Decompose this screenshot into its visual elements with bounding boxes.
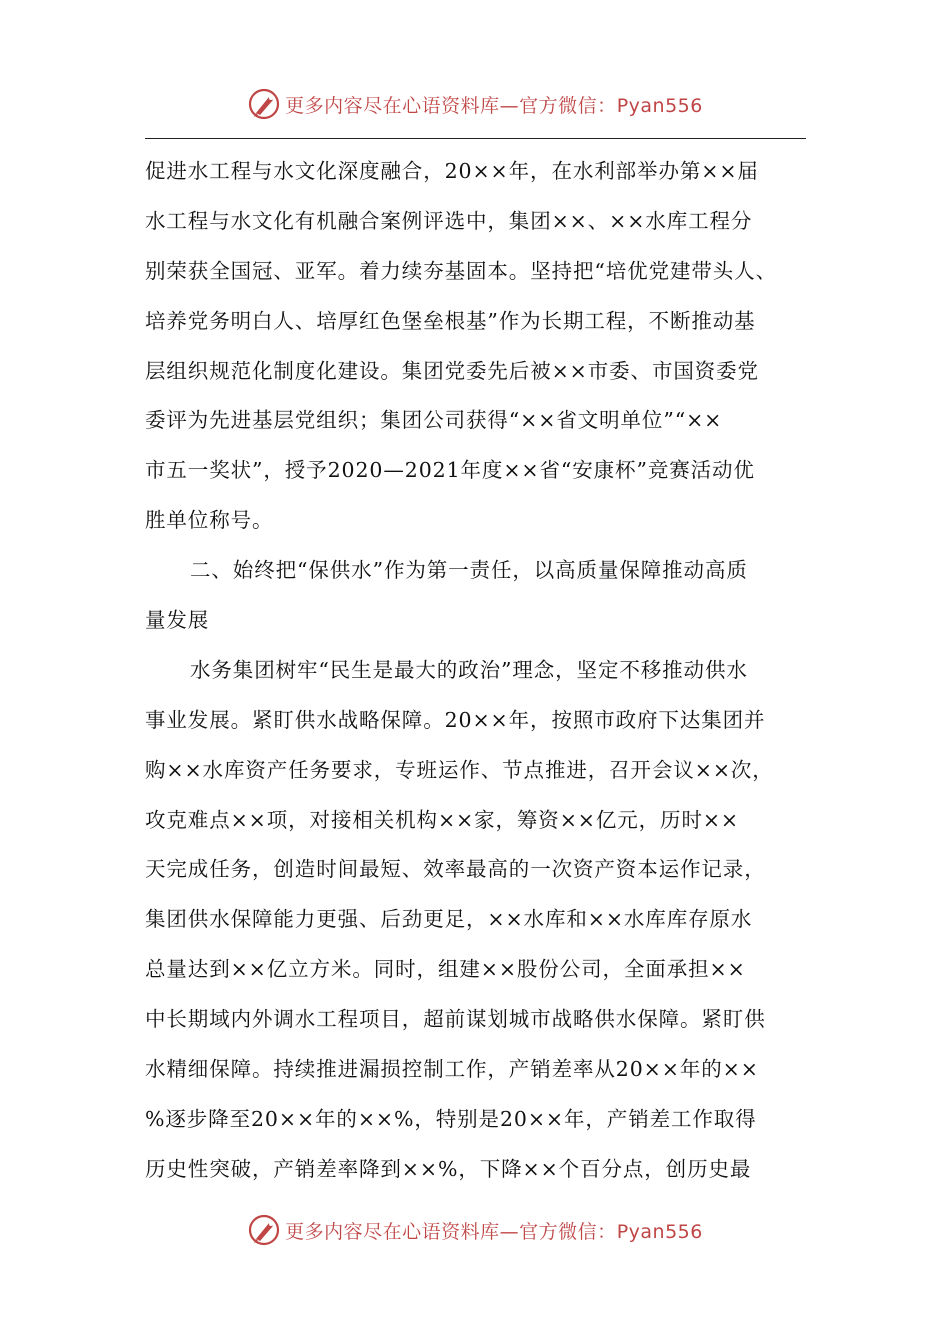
banner-wechat-label: 官方微信： xyxy=(519,1220,617,1243)
text-line: 培养党务明白人、培厚红色堡垒根基”作为长期工程，不断推动基 xyxy=(145,308,756,333)
pen-logo-icon xyxy=(247,87,281,121)
header-divider xyxy=(145,138,806,139)
text-line: 促进水工程与水文化深度融合，20××年，在水利部举办第××届 xyxy=(145,159,759,183)
text-line: 层组织规范化制度化建设。集团党委先后被××市委、市国资委党 xyxy=(145,358,759,383)
text-line: 事业发展。紧盯供水战略保障。20××年，按照市政府下达集团并 xyxy=(145,707,766,732)
banner-text xyxy=(285,91,703,118)
text-line: 中长期域内外调水工程项目，超前谋划城市战略供水保障。紧盯供 xyxy=(145,1007,766,1032)
banner-dash: — xyxy=(499,94,520,117)
text-line: 历史性突破，产销差率降到××%，下降××个百分点，创历史最 xyxy=(145,1156,752,1181)
text-line: 胜单位称号。 xyxy=(145,508,274,533)
text-line: 攻克难点××项，对接相关机构××家，筹资××亿元，历时×× xyxy=(145,807,740,832)
text-line: 总量达到××亿立方米。同时，组建××股份公司，全面承担×× xyxy=(145,957,746,982)
text-line: 水务集团树牢“民生是最大的政治”理念，坚定不移推动供水 xyxy=(190,657,748,682)
banner-wechat-label: 官方微信： xyxy=(519,94,617,117)
text-line: 别荣获全国冠、亚军。着力续夯基固本。坚持把“培优党建带头人、 xyxy=(145,258,777,283)
text-line: 集团供水保障能力更强、后劲更足，××水库和××水库库存原水 xyxy=(145,907,753,932)
section-heading-cont: 量发展 xyxy=(145,608,210,633)
banner-wechat-id: Pyan556 xyxy=(616,94,703,117)
banner-wechat-id: Pyan556 xyxy=(616,1220,703,1243)
text-line: %逐步降至20××年的××%，特别是20××年，产销差工作取得 xyxy=(145,1106,757,1131)
text-line: 委评为先进基层党组织；集团公司获得“××省文明单位”“×× xyxy=(145,408,723,433)
banner-brand: 更多内容尽在心语资料库 xyxy=(285,1220,500,1243)
text-line: 购××水库资产任务要求，专班运作、节点推进，召开会议××次， xyxy=(145,757,774,782)
footer-banner xyxy=(0,1208,950,1252)
text-line: 市五一奖状”，授予2020—2021年度××省“安康杯”竞赛活动优 xyxy=(145,458,755,483)
document-body xyxy=(145,147,805,1195)
banner-brand: 更多内容尽在心语资料库 xyxy=(285,94,500,117)
text-line: 天完成任务，创造时间最短、效率最高的一次资产资本运作记录， xyxy=(145,857,766,882)
text-line: 水精细保障。持续推进漏损控制工作，产销差率从20××年的×× xyxy=(145,1057,759,1082)
banner-text xyxy=(285,1217,703,1244)
header-banner xyxy=(0,82,950,126)
pen-logo-icon xyxy=(247,1213,281,1247)
section-heading: 二、始终把“保供水”作为第一责任，以高质量保障推动高质 xyxy=(190,558,748,583)
text-line: 水工程与水文化有机融合案例评选中，集团××、××水库工程分 xyxy=(145,208,753,233)
banner-dash: — xyxy=(499,1220,520,1243)
